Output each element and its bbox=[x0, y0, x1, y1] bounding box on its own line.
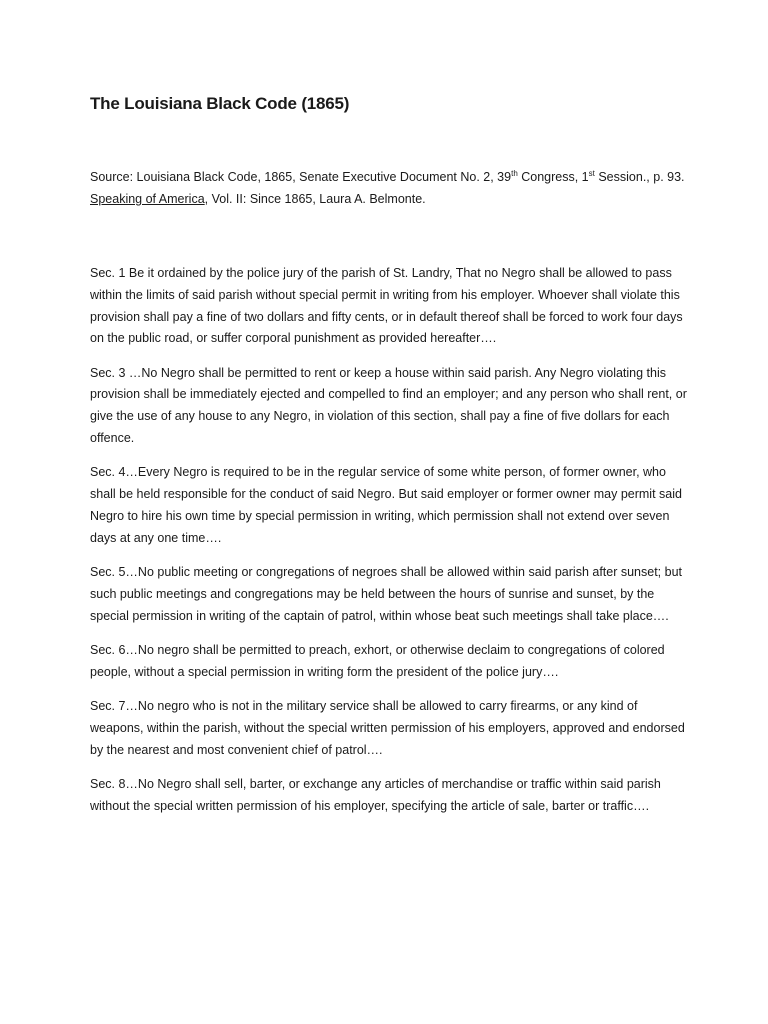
source-book-title: Speaking of America bbox=[90, 192, 205, 206]
source-citation bbox=[90, 166, 690, 210]
section-3: Sec. 3 …No Negro shall be permitted to rent or keep a house within said parish. Any Negro violating this provision shall be immediately ejected and compelled to find an employer; and any person who shall rent, or give the use of any house to any Negro, in violation of this section, shall pay a fine of five dollars for each offence. bbox=[90, 365, 687, 446]
source-sup-st: st bbox=[588, 169, 595, 178]
source-text-part3: Session., p. 93. bbox=[594, 170, 685, 184]
document-page bbox=[90, 92, 690, 830]
source-text-part4: , Vol. II: Since 1865, Laura A. Belmonte. bbox=[204, 192, 426, 206]
section-4: Sec. 4…Every Negro is required to be in the regular service of some white person, of former owner, who shall be held responsible for the conduct of said Negro. But said employer or former owner may permit said Negro to hire his own time by special permission in writing, which permission shall not extend over seven days at any one time…. bbox=[90, 465, 682, 545]
section-8: Sec. 8…No Negro shall sell, barter, or exchange any articles of merchandise or traffic within said parish without the special written permission of his employer, specifying the article of sale, barter or traffic…. bbox=[90, 776, 661, 813]
section-5: Sec. 5…No public meeting or congregations of negroes shall be allowed within said parish after sunset; but such public meetings and congregations may be held between the hours of sunrise and sunset, by the special permission in writing of the captain of patrol, within whose beat such meetings shall take place…. bbox=[90, 565, 683, 623]
section-7: Sec. 7…No negro who is not in the military service shall be allowed to carry firearms, or any kind of weapons, within the parish, without the special written permission of his employers, approved and endorsed by the nearest and most convenient chief of patrol…. bbox=[90, 699, 685, 757]
document-title: The Louisiana Black Code (1865) bbox=[90, 94, 350, 113]
source-text-part2: Congress, 1 bbox=[517, 170, 589, 184]
section-6: Sec. 6…No negro shall be permitted to preach, exhort, or otherwise declaim to congregations of colored people, without a special permission in writing form the president of the police jury…. bbox=[90, 642, 665, 679]
source-sup-th: th bbox=[511, 169, 518, 178]
source-text-part1: Source: Louisiana Black Code, 1865, Senate Executive Document No. 2, 39 bbox=[90, 170, 512, 184]
section-1: Sec. 1 Be it ordained by the police jury of the parish of St. Landry, That no Negro shall be allowed to pass within the limits of said parish without special permit in writing from his employer. Whoever shall violate this provision shall pay a fine of two dollars and fifty cents, or in default thereof shall be forced to work four days on the public road, or suffer corporal punishment as provided hereafter…. bbox=[90, 266, 683, 346]
